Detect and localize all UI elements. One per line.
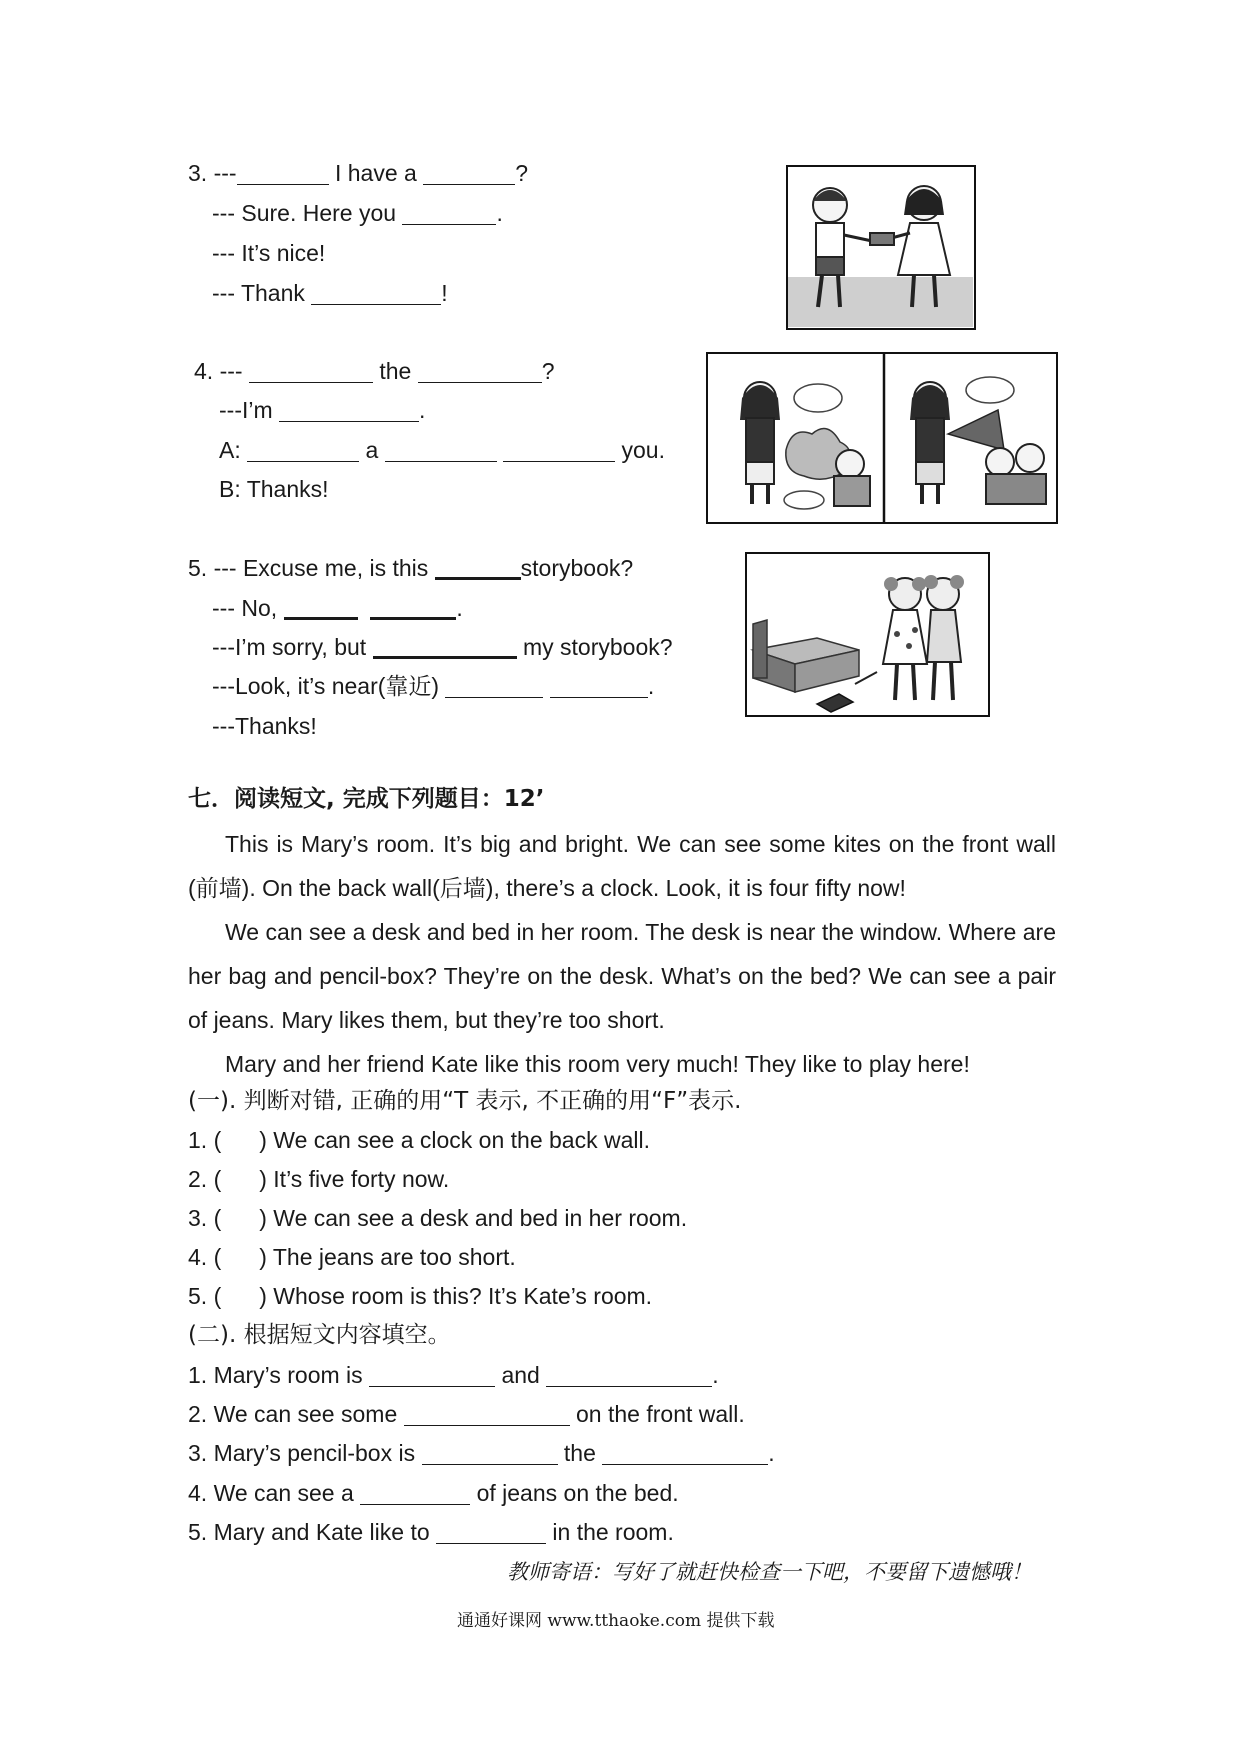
fill-item-text: 3. Mary’s pencil-box is	[188, 1440, 422, 1466]
fill-item-text: on the front wall.	[569, 1401, 745, 1427]
blank[interactable]	[247, 439, 359, 462]
tf-item-5	[188, 1281, 652, 1311]
tf-item-text: ) It’s five forty now.	[259, 1166, 450, 1192]
q5-text: .	[647, 673, 655, 699]
blank[interactable]	[435, 555, 521, 580]
q3-text: I have a	[328, 160, 424, 186]
footer-download-credit: 通通好课网 www.tthaoke.com 提供下载	[457, 1611, 775, 1631]
fill-item-text: .	[768, 1440, 775, 1466]
tf-item-3	[188, 1203, 687, 1233]
q4-line-4: B: Thanks!	[219, 476, 329, 502]
blank[interactable]	[550, 675, 648, 698]
fill-item-5	[188, 1517, 674, 1547]
blank[interactable]	[445, 675, 543, 698]
blank[interactable]	[373, 634, 517, 659]
blank[interactable]	[546, 1364, 712, 1387]
q5-illustration-girls-and-bed	[745, 552, 990, 717]
blank[interactable]	[311, 282, 441, 305]
q3-line-3: --- It’s nice!	[212, 240, 326, 266]
blank[interactable]	[404, 1403, 570, 1426]
passage-paragraph-2: We can see a desk and bed in her room. The desk is near the window. Where are her bag and pencil-box? They’re on the desk. What’s on the bed? We can see a pair of jeans. Mary likes them, but they’re too short.	[188, 919, 1056, 1033]
q4-line-2	[219, 395, 425, 425]
fill-item-text: in the room.	[546, 1519, 674, 1545]
q3-line-2	[212, 198, 503, 228]
q3-text: --- Thank	[212, 280, 312, 306]
q4-text: A:	[219, 437, 248, 463]
q4-text: the	[372, 358, 418, 384]
q4-line-1	[194, 356, 555, 386]
q5-text: my storybook?	[516, 634, 673, 660]
blank[interactable]	[503, 439, 615, 462]
fill-item-2	[188, 1399, 745, 1429]
tf-item-1	[188, 1125, 650, 1155]
q3-text: .	[496, 200, 503, 226]
q5-line-4	[212, 671, 654, 701]
q4-text: ?	[541, 358, 555, 384]
q5-text: .	[456, 595, 463, 621]
passage-paragraph-3: Mary and her friend Kate like this room very much! They like to play here!	[225, 1051, 970, 1077]
q4-illustration-two-panels	[706, 352, 1058, 524]
tf-item-number: 3. (	[188, 1205, 222, 1231]
tf-item-4	[188, 1242, 516, 1272]
q5-line-5: ---Thanks!	[212, 713, 317, 739]
blank[interactable]	[422, 1442, 558, 1465]
blank[interactable]	[360, 1482, 470, 1505]
passage-paragraph-1: This is Mary’s room. It’s big and bright. We can see some kites on the front wall (前墙). On the back wall(后墙), there’s a clock. Look, it is four fifty now!	[188, 831, 1056, 901]
part-2-heading: (二). 根据短文内容填空。	[188, 1322, 451, 1348]
part-1-heading: (一). 判断对错, 正确的用“T 表示, 不正确的用“F”表示.	[188, 1088, 742, 1114]
q3-line-1	[188, 158, 528, 188]
fill-item-1	[188, 1360, 719, 1390]
q3-text: --- Sure. Here you	[212, 200, 403, 226]
blank[interactable]	[237, 162, 329, 185]
fill-item-text: .	[712, 1362, 719, 1388]
q3-number: 3. ---	[188, 160, 237, 186]
blank[interactable]	[370, 595, 456, 620]
tf-item-number: 4. (	[188, 1244, 222, 1270]
reading-passage	[188, 822, 1056, 1086]
blank[interactable]	[369, 1364, 495, 1387]
fill-item-text: 2. We can see some	[188, 1401, 404, 1427]
blank[interactable]	[249, 360, 373, 383]
fill-item-text: 1. Mary’s room is	[188, 1362, 370, 1388]
fill-item-text: 4. We can see a	[188, 1480, 361, 1506]
tf-item-text: ) Whose room is this? It’s Kate’s room.	[259, 1283, 653, 1309]
q3-line-4	[212, 278, 448, 308]
blank[interactable]	[284, 595, 358, 620]
q5-line-1	[188, 553, 633, 583]
tf-item-text: ) We can see a clock on the back wall.	[259, 1127, 650, 1153]
blank[interactable]	[436, 1521, 546, 1544]
tf-item-text: ) We can see a desk and bed in her room.	[259, 1205, 688, 1231]
blank[interactable]	[418, 360, 542, 383]
q5-text: ---I’m sorry, but	[212, 634, 373, 660]
q5-text: storybook?	[520, 555, 634, 581]
q5-text: 5. --- Excuse me, is this	[188, 555, 435, 581]
q4-text: .	[419, 397, 426, 423]
fill-item-4	[188, 1478, 679, 1508]
teacher-note: 教师寄语：写好了就赶快检查一下吧，不要留下遗憾哦！	[507, 1560, 1032, 1584]
q4-text: ---I’m	[219, 397, 280, 423]
fill-item-text: of jeans on the bed.	[470, 1480, 679, 1506]
tf-item-text: ) The jeans are too short.	[259, 1244, 516, 1270]
q3-illustration-children-exchanging	[786, 165, 976, 330]
fill-item-text: and	[495, 1362, 547, 1388]
blank[interactable]	[385, 439, 497, 462]
tf-item-number: 5. (	[188, 1283, 222, 1309]
blank[interactable]	[602, 1442, 768, 1465]
tf-item-number: 1. (	[188, 1127, 222, 1153]
tf-item-number: 2. (	[188, 1166, 222, 1192]
fill-item-text: 5. Mary and Kate like to	[188, 1519, 437, 1545]
blank[interactable]	[402, 202, 496, 225]
fill-item-text: the	[557, 1440, 603, 1466]
q4-number: 4. ---	[194, 358, 249, 384]
q5-line-2	[212, 593, 463, 623]
q5-line-3	[212, 632, 673, 662]
tf-item-2	[188, 1164, 449, 1194]
q3-text: !	[441, 280, 448, 306]
blank[interactable]	[279, 399, 419, 422]
q3-text: ?	[515, 160, 528, 186]
q5-text: --- No,	[212, 595, 284, 621]
section-7-heading: 七．阅读短文, 完成下列题目：12’	[188, 786, 545, 812]
blank[interactable]	[423, 162, 515, 185]
fill-item-3	[188, 1438, 775, 1468]
q4-line-3	[219, 435, 665, 465]
q5-text: ---Look, it’s near(靠近)	[212, 673, 446, 699]
q4-text: a	[359, 437, 385, 463]
q4-text: you.	[615, 437, 665, 463]
